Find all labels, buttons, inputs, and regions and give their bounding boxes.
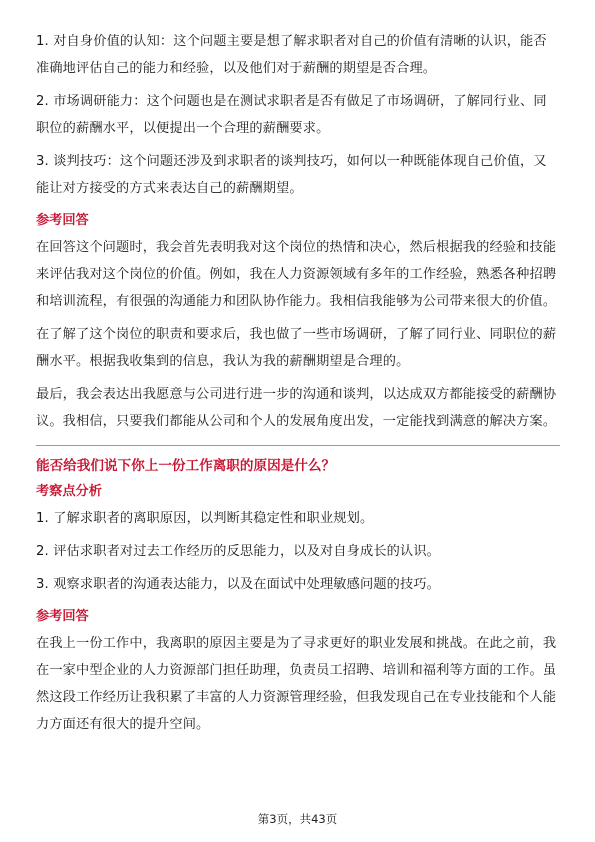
analysis-heading: 考察点分析 bbox=[36, 484, 102, 499]
question-heading: 能否给我们说下你上一份工作离职的原因是什么？ bbox=[36, 458, 336, 474]
reference-answer-heading: 参考回答 bbox=[36, 609, 89, 624]
analysis-point: 3. 观察求职者的沟通表达能力，以及在面试中处理敏感问题的技巧。 bbox=[36, 577, 441, 592]
document-page bbox=[36, 28, 560, 744]
analysis-point: 2. 评估求职者对过去工作经历的反思能力，以及对自身成长的认识。 bbox=[36, 544, 441, 559]
answer-paragraph: 在回答这个问题时，我会首先表明我对这个岗位的热情和决心，然后根据我的经验和技能来评估我对这个岗位的价值。例如，我在人力资源领域有多年的工作经验，熟悉各种招聘和培训流程，有很强的沟通能力和团队协作能力。我相信我能够为公司带来很大的价值。 bbox=[36, 240, 557, 309]
section-divider bbox=[36, 445, 560, 446]
reference-answer-heading: 参考回答 bbox=[36, 213, 89, 228]
point-self-value: 1. 对自身价值的认知：这个问题主要是想了解求职者对自己的价值有清晰的认识，能否准确地评估自己的能力和经验，以及他们对于薪酬的期望是否合理。 bbox=[36, 34, 547, 76]
answer-paragraph: 在了解了这个岗位的职责和要求后，我也做了一些市场调研，了解了同行业、同职位的薪酬水平。根据我收集到的信息，我认为我的薪酬期望是合理的。 bbox=[36, 327, 557, 369]
answer-paragraph: 在我上一份工作中，我离职的原因主要是为了寻求更好的职业发展和挑战。在此之前，我在一家中型企业的人力资源部门担任助理，负责员工招聘、培训和福利等方面的工作。虽然这段工作经历让我积累了丰富的人力资源管理经验，但我发现自己在专业技能和个人能力方面还有很大的提升空间。 bbox=[36, 636, 557, 732]
analysis-point: 1. 了解求职者的离职原因，以判断其稳定性和职业规划。 bbox=[36, 511, 374, 526]
point-market-research: 2. 市场调研能力：这个问题也是在测试求职者是否有做足了市场调研，了解同行业、同职位的薪酬水平，以便提出一个合理的薪酬要求。 bbox=[36, 94, 547, 136]
answer-paragraph: 最后，我会表达出我愿意与公司进行进一步的沟通和谈判，以达成双方都能接受的薪酬协议。我相信，只要我们都能从公司和个人的发展角度出发，一定能找到满意的解决方案。 bbox=[36, 387, 557, 429]
page-number: 第3页，共43页 bbox=[257, 812, 338, 826]
point-negotiation: 3. 谈判技巧：这个问题还涉及到求职者的谈判技巧，如何以一种既能体现自己价值，又能让对方接受的方式来表达自己的薪酬期望。 bbox=[36, 154, 547, 196]
